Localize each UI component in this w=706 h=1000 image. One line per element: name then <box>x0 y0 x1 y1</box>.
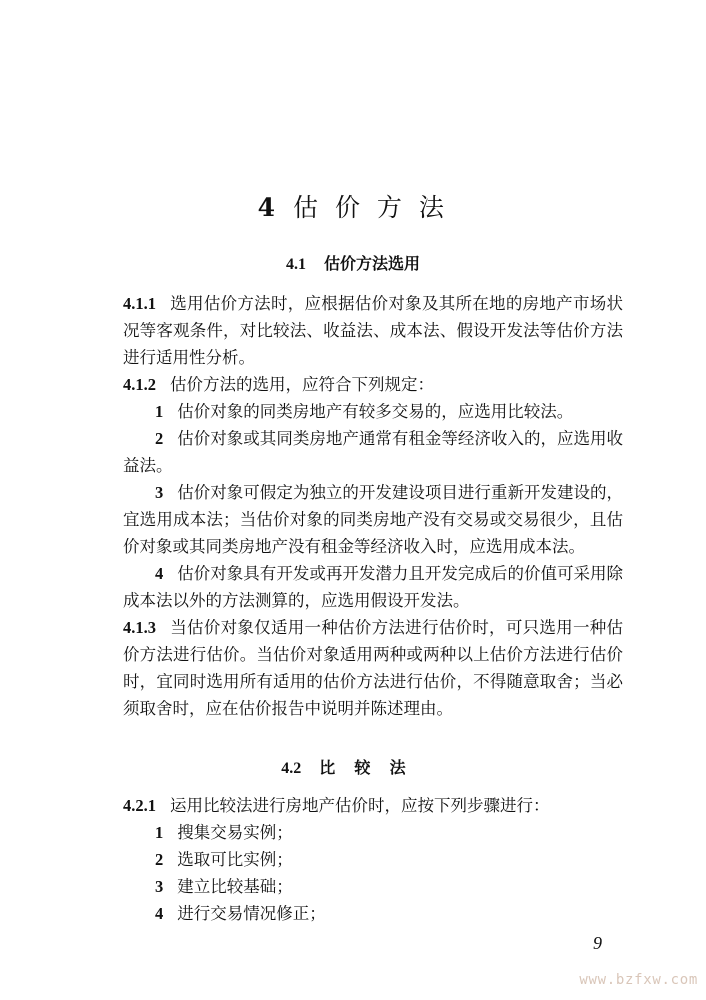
list-item <box>123 819 623 846</box>
clause-4-2-1 <box>123 792 623 819</box>
clause-text: 估价方法的选用，应符合下列规定： <box>170 375 434 394</box>
section-title-text: 估价方法选用 <box>323 254 420 273</box>
clause-4-1-1 <box>123 290 623 371</box>
clause-number: 4.2.1 <box>123 796 156 815</box>
chapter-title <box>0 188 706 224</box>
section-number: 4.1 <box>285 256 306 273</box>
clause-4-1-3 <box>123 614 623 722</box>
clause-text: 当估价对象仅适用一种估价方法进行估价时，可只选用一种估价方法进行估价。当估价对象适用两种或两种以上估价方法进行估价时，宜同时选用所有适用的估价方法进行估价，不得随意取舍；当必须取舍时，应在估价报告中说明并陈述理由。 <box>123 618 623 718</box>
clause-4-1-2 <box>123 371 623 398</box>
clause-number: 4.1.3 <box>123 618 156 637</box>
list-item <box>123 900 623 927</box>
list-item <box>123 425 623 479</box>
item-text: 搜集交易实例； <box>177 823 293 842</box>
item-number: 1 <box>155 402 164 421</box>
step-list <box>123 819 623 927</box>
item-number: 3 <box>155 483 164 502</box>
clause-number: 4.1.2 <box>123 375 156 394</box>
clause-number: 4.1.1 <box>123 294 156 313</box>
section-title-4-2 <box>0 755 706 778</box>
item-text: 估价对象可假定为独立的开发建设项目进行重新开发建设的，宜选用成本法；当估价对象的同类房地产没有交易或交易很少，且估价对象或其同类房地产没有租金等经济收入时，应选用成本法。 <box>123 483 623 556</box>
chapter-title-text: 估 价 方 法 <box>293 193 449 222</box>
item-text: 建立比较基础； <box>177 877 293 896</box>
section-title-4-1 <box>0 251 706 274</box>
item-text: 进行交易情况修正； <box>177 904 326 923</box>
item-text: 估价对象具有开发或再开发潜力且开发完成后的价值可采用除成本法以外的方法测算的，应选用假设开发法。 <box>123 564 623 610</box>
chapter-number: 4 <box>257 193 276 222</box>
clause-text: 运用比较法进行房地产估价时，应按下列步骤进行： <box>170 796 550 815</box>
item-number: 2 <box>155 429 164 448</box>
item-text: 估价对象或其同类房地产通常有租金等经济收入的，应选用收益法。 <box>123 429 623 475</box>
section-4-2-body <box>123 792 623 819</box>
list-item <box>123 479 623 560</box>
item-text: 估价对象的同类房地产有较多交易的，应选用比较法。 <box>177 402 574 421</box>
section-title-text: 比较法 <box>319 758 425 777</box>
item-number: 1 <box>155 823 164 842</box>
list-item <box>123 846 623 873</box>
item-text: 选取可比实例； <box>177 850 293 869</box>
watermark: www.bzfxw.com <box>579 972 698 988</box>
section-4-1-body <box>123 290 623 722</box>
page-number: 9 <box>593 933 602 953</box>
item-number: 4 <box>155 904 164 923</box>
section-number: 4.2 <box>281 760 302 777</box>
list-item <box>123 398 623 425</box>
list-item <box>123 560 623 614</box>
list-item <box>123 873 623 900</box>
clause-text: 选用估价方法时，应根据估价对象及其所在地的房地产市场状况等客观条件，对比较法、收益法、成本法、假设开发法等估价方法进行适用性分析。 <box>123 294 623 367</box>
item-number: 3 <box>155 877 164 896</box>
item-number: 4 <box>155 564 164 583</box>
item-number: 2 <box>155 850 164 869</box>
